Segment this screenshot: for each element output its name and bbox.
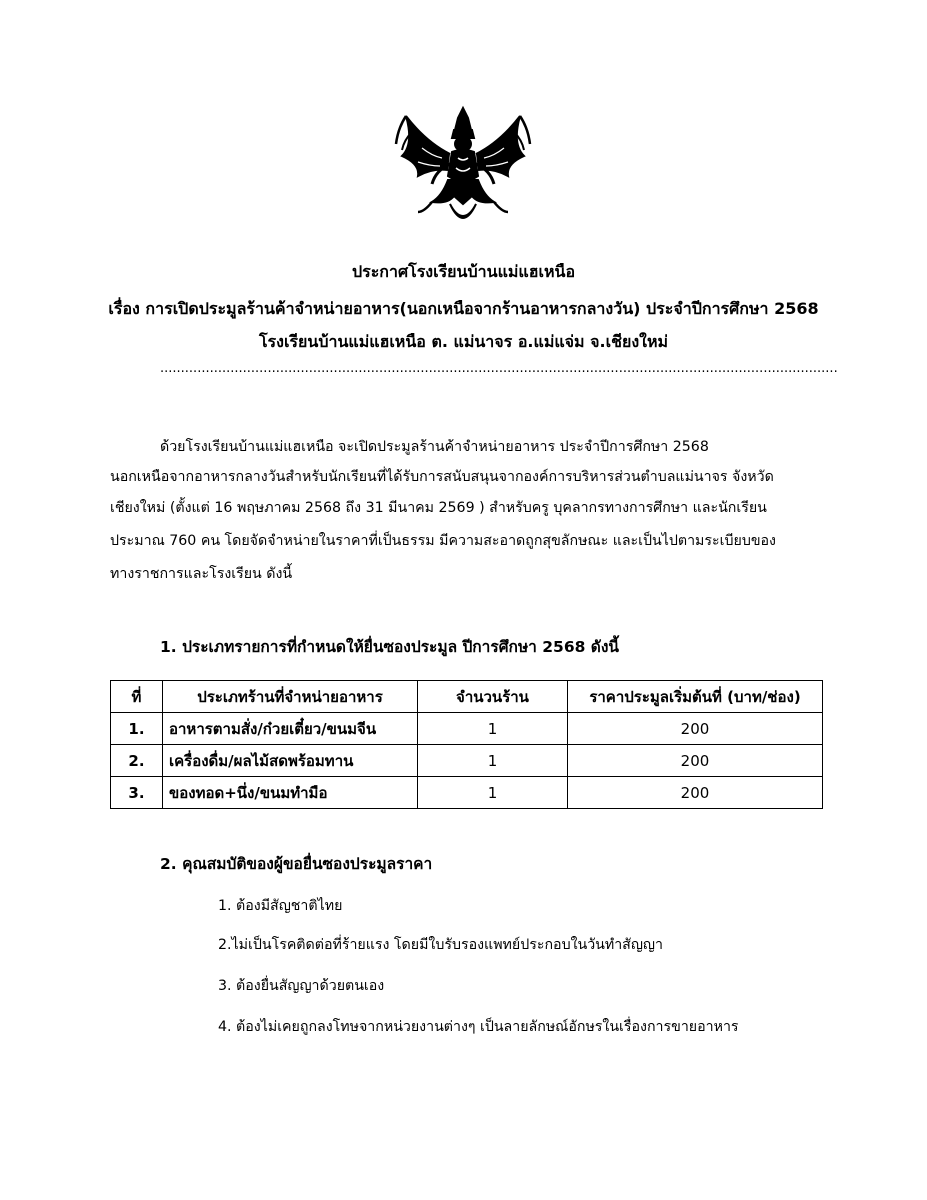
table-header-row [111, 681, 823, 713]
row-no: 2. [111, 745, 163, 777]
header-no: ที่ [111, 681, 163, 713]
table-row [111, 745, 823, 777]
school-address: โรงเรียนบ้านแม่แฮเหนือ ต. แม่นาจร อ.แม่แจ่ม จ.เชียงใหม่ [258, 332, 669, 351]
qualification-item: 2.ไม่เป็นโรคติดต่อที่ร้ายแรง โดยมีใบรับรองแพทย์ประกอบในวันทำสัญญา [218, 937, 663, 953]
intro-line: ด้วยโรงเรียนบ้านแม่แฮเหนือ จะเปิดประมูลร้านค้าจำหน่ายอาหาร ประจำปีการศึกษา 2568 [160, 439, 709, 455]
table-row [111, 777, 823, 809]
row-no: 3. [111, 777, 163, 809]
row-shop-type: ของทอด+นึ่ง/ขนมทำมือ [163, 777, 418, 809]
header-shop-count: จำนวนร้าน [418, 681, 568, 713]
qualification-item: 1. ต้องมีสัญชาติไทย [218, 898, 343, 914]
row-shop-count: 1 [418, 777, 568, 809]
dotted-divider: .................................................................................................................................................................... [160, 361, 838, 376]
table-row [111, 713, 823, 745]
row-shop-count: 1 [418, 745, 568, 777]
qualification-item: 3. ต้องยื่นสัญญาด้วยตนเอง [218, 978, 385, 994]
section-2-title: 2. คุณสมบัติของผู้ขอยื่นซองประมูลราคา [160, 855, 433, 873]
header-start-price: ราคาประมูลเริ่มต้นที่ (บาท/ช่อง) [568, 681, 823, 713]
row-start-price: 200 [568, 777, 823, 809]
section-1-title: 1. ประเภทรายการที่กำหนดให้ยื่นซองประมูล ปีการศึกษา 2568 ดังนี้ [160, 638, 620, 656]
bid-items-table [110, 680, 823, 809]
header-shop-type: ประเภทร้านที่จำหน่ายอาหาร [163, 681, 418, 713]
announcement-subject: เรื่อง การเปิดประมูลร้านค้าจำหน่ายอาหาร(นอกเหนือจากร้านอาหารกลางวัน) ประจำปีการศึกษา 2568 [108, 299, 819, 318]
intro-line: ทางราชการและโรงเรียน ดังนี้ [110, 566, 293, 582]
garuda-emblem-icon [392, 104, 534, 236]
row-shop-type: เครื่องดื่ม/ผลไม้สดพร้อมทาน [163, 745, 418, 777]
row-shop-count: 1 [418, 713, 568, 745]
announcement-title: ประกาศโรงเรียนบ้านแม่แฮเหนือ [351, 262, 576, 281]
row-start-price: 200 [568, 745, 823, 777]
intro-line: นอกเหนือจากอาหารกลางวันสำหรับนักเรียนที่ได้รับการสนับสนุนจากองค์การบริหารส่วนตำบลแม่นาจร จังหวัด [110, 469, 774, 485]
qualification-item: 4. ต้องไม่เคยถูกลงโทษจากหน่วยงานต่างๆ เป็นลายลักษณ์อักษรในเรื่องการขายอาหาร [218, 1019, 739, 1035]
row-shop-type: อาหารตามสั่ง/ก๋วยเตี๋ยว/ขนมจีน [163, 713, 418, 745]
intro-line: เชียงใหม่ (ตั้งแต่ 16 พฤษภาคม 2568 ถึง 31 มีนาคม 2569 ) สำหรับครู บุคลากรทางการศึกษา และนักเรียน [110, 500, 767, 516]
intro-line: ประมาณ 760 คน โดยจัดจำหน่ายในราคาที่เป็นธรรม มีความสะอาดถูกสุขลักษณะ และเป็นไปตามระเบียบของ [110, 533, 776, 549]
row-start-price: 200 [568, 713, 823, 745]
row-no: 1. [111, 713, 163, 745]
